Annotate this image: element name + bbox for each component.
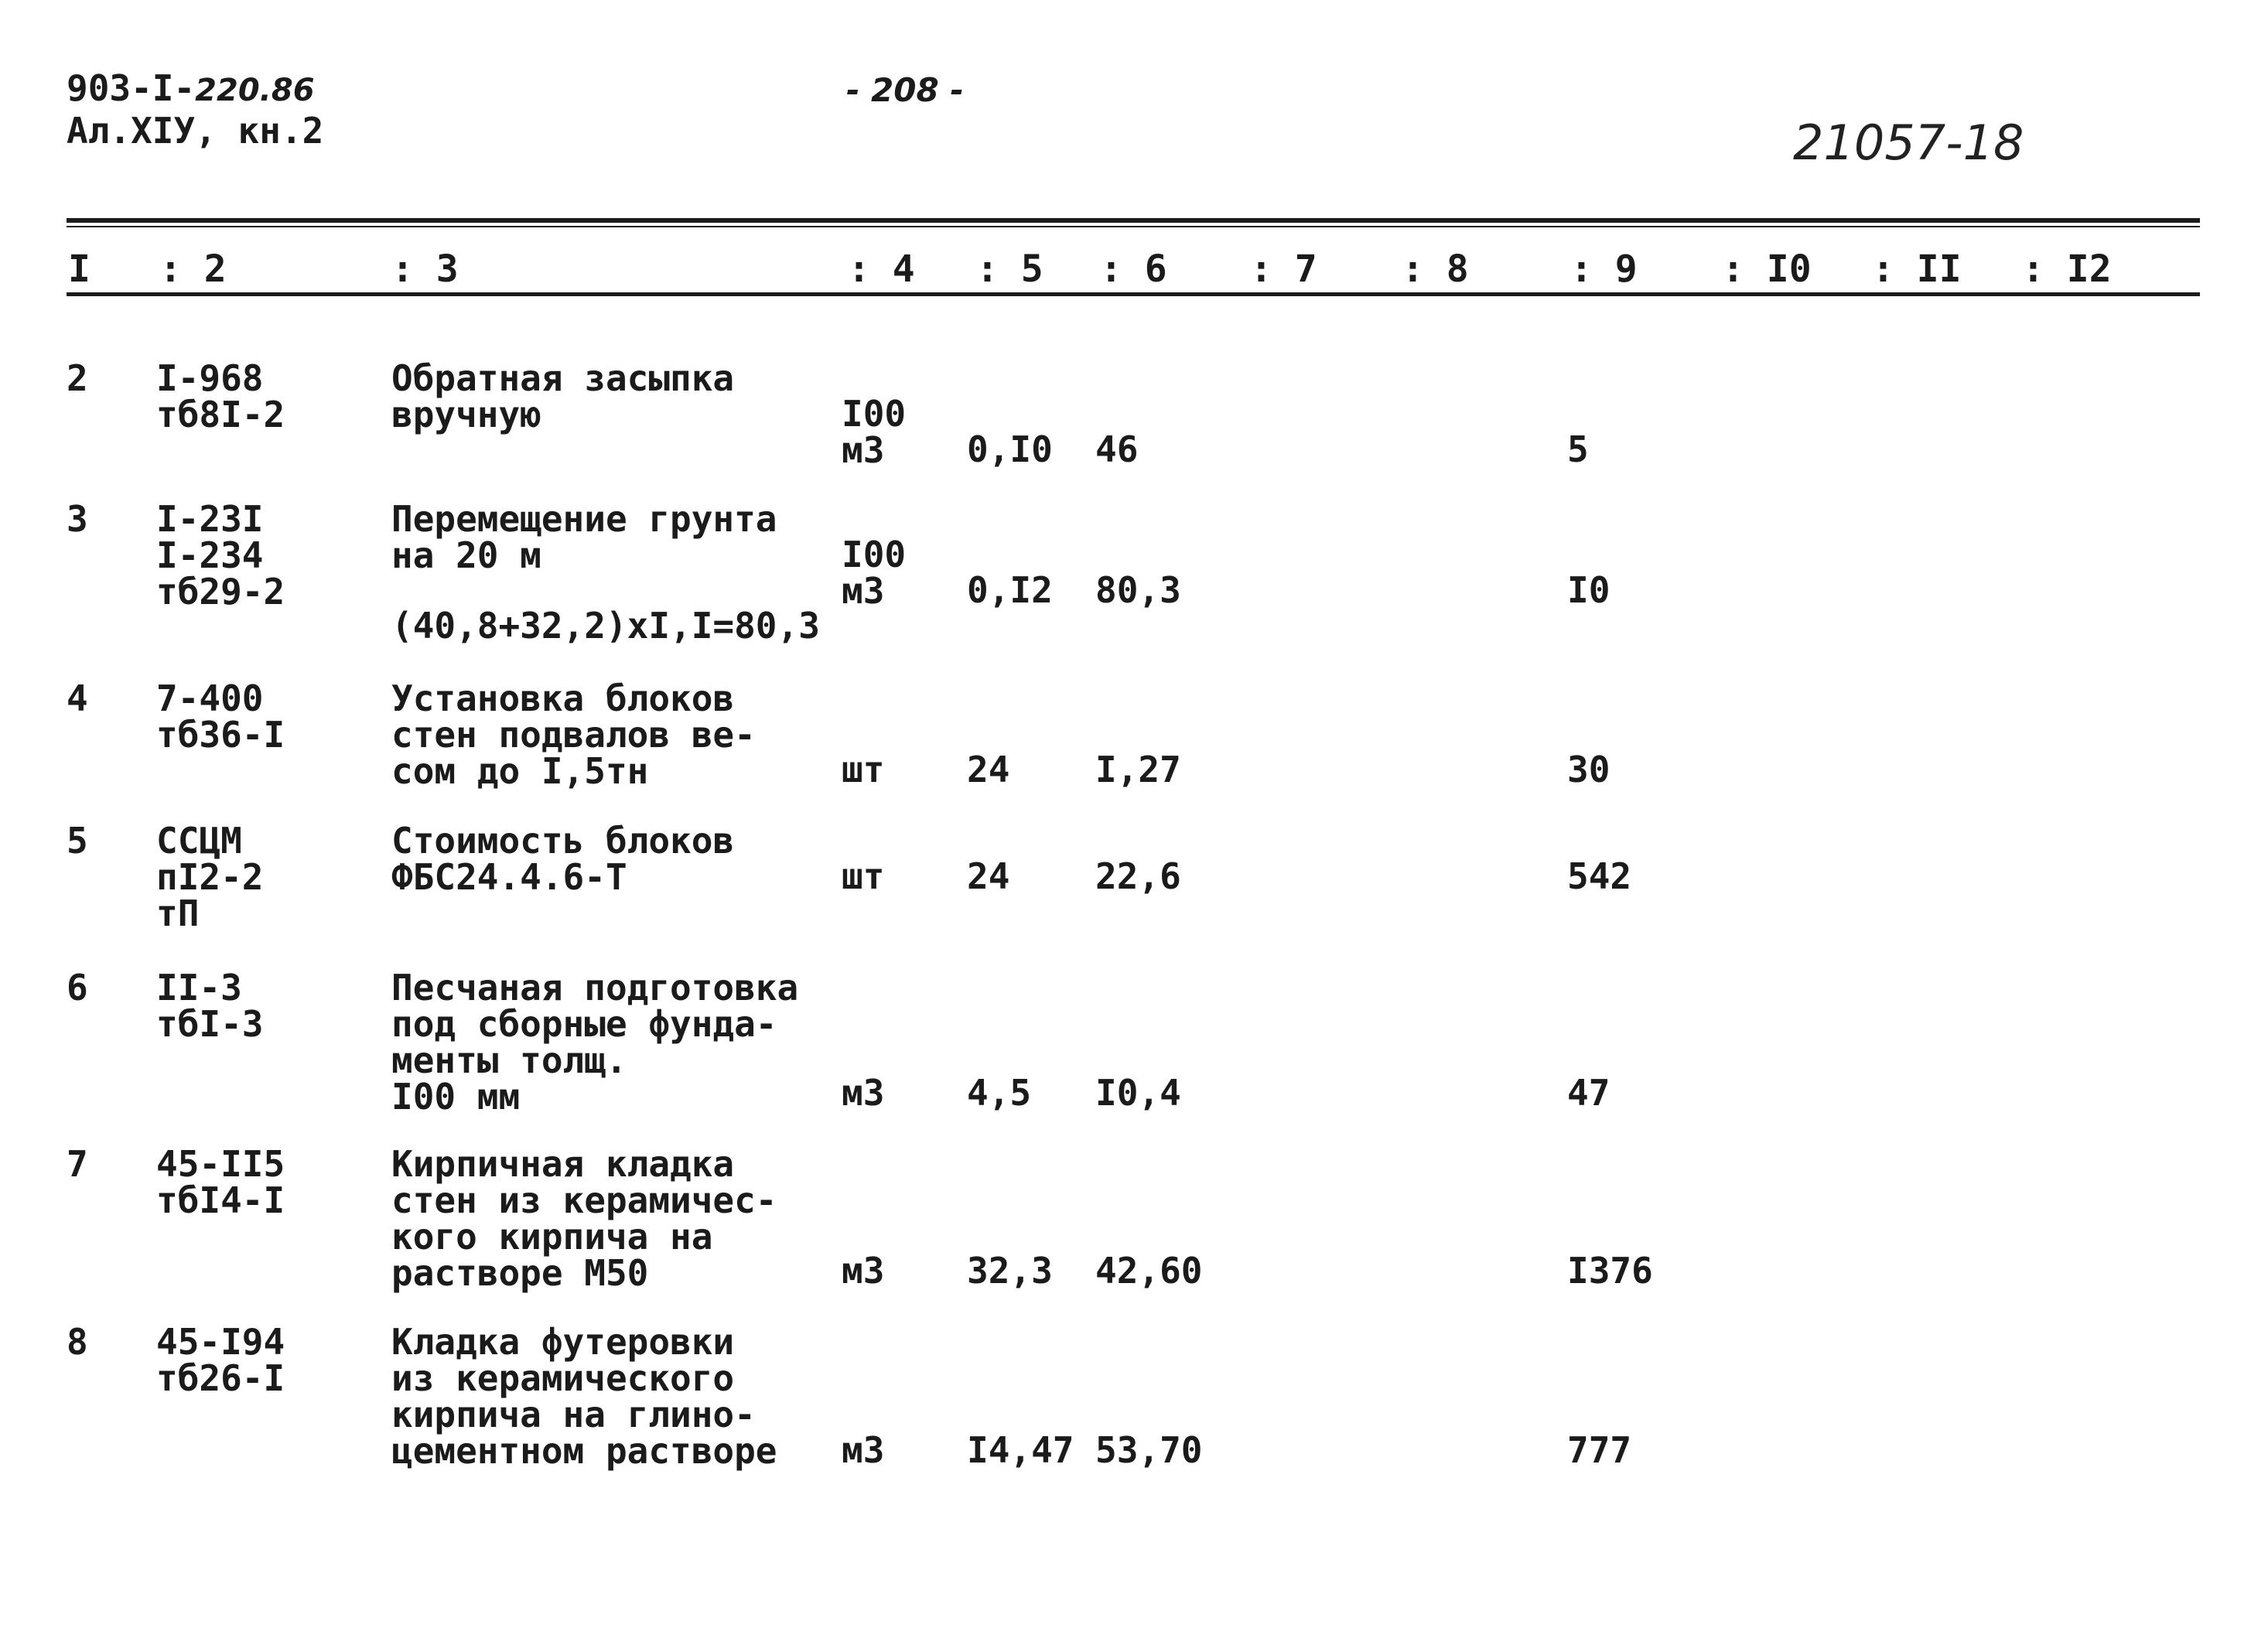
document-code <box>67 68 323 151</box>
column-header-1: I <box>68 247 91 291</box>
row-unit-price: 53,70 <box>1095 1429 1203 1471</box>
row-unit-price: I,27 <box>1095 749 1181 790</box>
row-unit: I00 м3 <box>842 393 907 471</box>
row-norm-code: II-3 тбI-3 <box>156 967 264 1045</box>
row-total-cost: I376 <box>1567 1250 1653 1292</box>
row-quantity: I4,47 <box>967 1429 1074 1471</box>
column-header-12: : I2 <box>2022 247 2112 291</box>
header-top-rule-thin <box>67 226 2200 227</box>
row-unit: I00 м3 <box>842 534 907 612</box>
document-code-handwritten: 220.86 <box>195 73 315 108</box>
row-number: 4 <box>67 677 88 719</box>
column-header-6: : 6 <box>1100 247 1167 291</box>
row-total-cost: 47 <box>1567 1072 1610 1114</box>
row-number: 2 <box>67 357 88 399</box>
row-total-cost: 30 <box>1567 749 1610 790</box>
row-quantity: 24 <box>967 749 1010 790</box>
row-unit-price: 80,3 <box>1095 569 1181 611</box>
column-header-8: : 8 <box>1402 247 1469 291</box>
document-code-line <box>67 68 323 111</box>
album-reference: Ал.XIУ, кн.2 <box>67 110 324 152</box>
row-number: 8 <box>67 1321 88 1363</box>
row-description: Стоимость блоков ФБС24.4.6-Т <box>391 820 735 898</box>
row-total-cost: 542 <box>1567 855 1632 897</box>
row-description: Установка блоков стен подвалов ве- сом до I,5тн <box>391 677 756 792</box>
row-description: Обратная засыпка вручную <box>391 357 735 435</box>
row-description: Кирпичная кладка стен из керамичес- кого кирпича на растворе М50 <box>391 1143 777 1294</box>
row-quantity: 32,3 <box>967 1250 1053 1292</box>
column-header-10: : I0 <box>1722 247 1812 291</box>
row-unit: шт <box>842 855 885 897</box>
row-description: Песчаная подготовка под сборные фунда- менты толщ. I00 мм <box>391 967 799 1118</box>
row-quantity: 24 <box>967 855 1010 897</box>
row-unit: м3 <box>842 1429 885 1471</box>
row-number: 5 <box>67 820 88 862</box>
column-header-3: : 3 <box>391 247 459 291</box>
row-unit-price: 22,6 <box>1095 855 1181 897</box>
header-bottom-rule <box>67 292 2200 296</box>
row-quantity: 4,5 <box>967 1072 1032 1114</box>
column-header-7: : 7 <box>1250 247 1317 291</box>
column-header-9: : 9 <box>1570 247 1638 291</box>
column-header-2: : 2 <box>159 247 227 291</box>
row-description: Кладка футеровки из керамического кирпича на глино- цементном растворе <box>391 1321 777 1472</box>
row-unit: м3 <box>842 1072 885 1114</box>
row-quantity: 0,I0 <box>967 428 1053 470</box>
row-norm-code: 45-II5 тбI4-I <box>156 1143 285 1221</box>
row-number: 3 <box>67 498 88 540</box>
row-quantity: 0,I2 <box>967 569 1053 611</box>
row-norm-code: I-968 тб8I-2 <box>156 357 285 435</box>
row-unit-price: 46 <box>1095 428 1139 470</box>
row-unit-price: 42,60 <box>1095 1250 1203 1292</box>
page-number: - 208 - <box>846 71 964 109</box>
row-total-cost: 777 <box>1567 1429 1632 1471</box>
row-unit: м3 <box>842 1250 885 1292</box>
column-header-11: : II <box>1872 247 1962 291</box>
document-code-prefix: 903-I- <box>67 67 196 109</box>
row-norm-code: ССЦМ пI2-2 тП <box>156 820 264 934</box>
row-unit: шт <box>842 749 885 790</box>
column-header-4: : 4 <box>848 247 915 291</box>
inventory-number: 21057-18 <box>1793 114 2024 171</box>
row-norm-code: I-23I I-234 тб29-2 <box>156 498 285 613</box>
row-norm-code: 7-400 тб36-I <box>156 677 285 756</box>
row-norm-code: 45-I94 тб26-I <box>156 1321 285 1399</box>
row-description: Перемещение грунта на 20 м <box>391 498 777 576</box>
row-unit-price: I0,4 <box>1095 1072 1181 1114</box>
row-number: 7 <box>67 1143 88 1185</box>
header-top-rule <box>67 218 2200 223</box>
row-formula: (40,8+32,2)хI,I=80,3 <box>391 605 820 647</box>
column-header-5: : 5 <box>976 247 1043 291</box>
row-total-cost: I0 <box>1567 569 1610 611</box>
row-total-cost: 5 <box>1567 428 1589 470</box>
row-number: 6 <box>67 967 88 1009</box>
